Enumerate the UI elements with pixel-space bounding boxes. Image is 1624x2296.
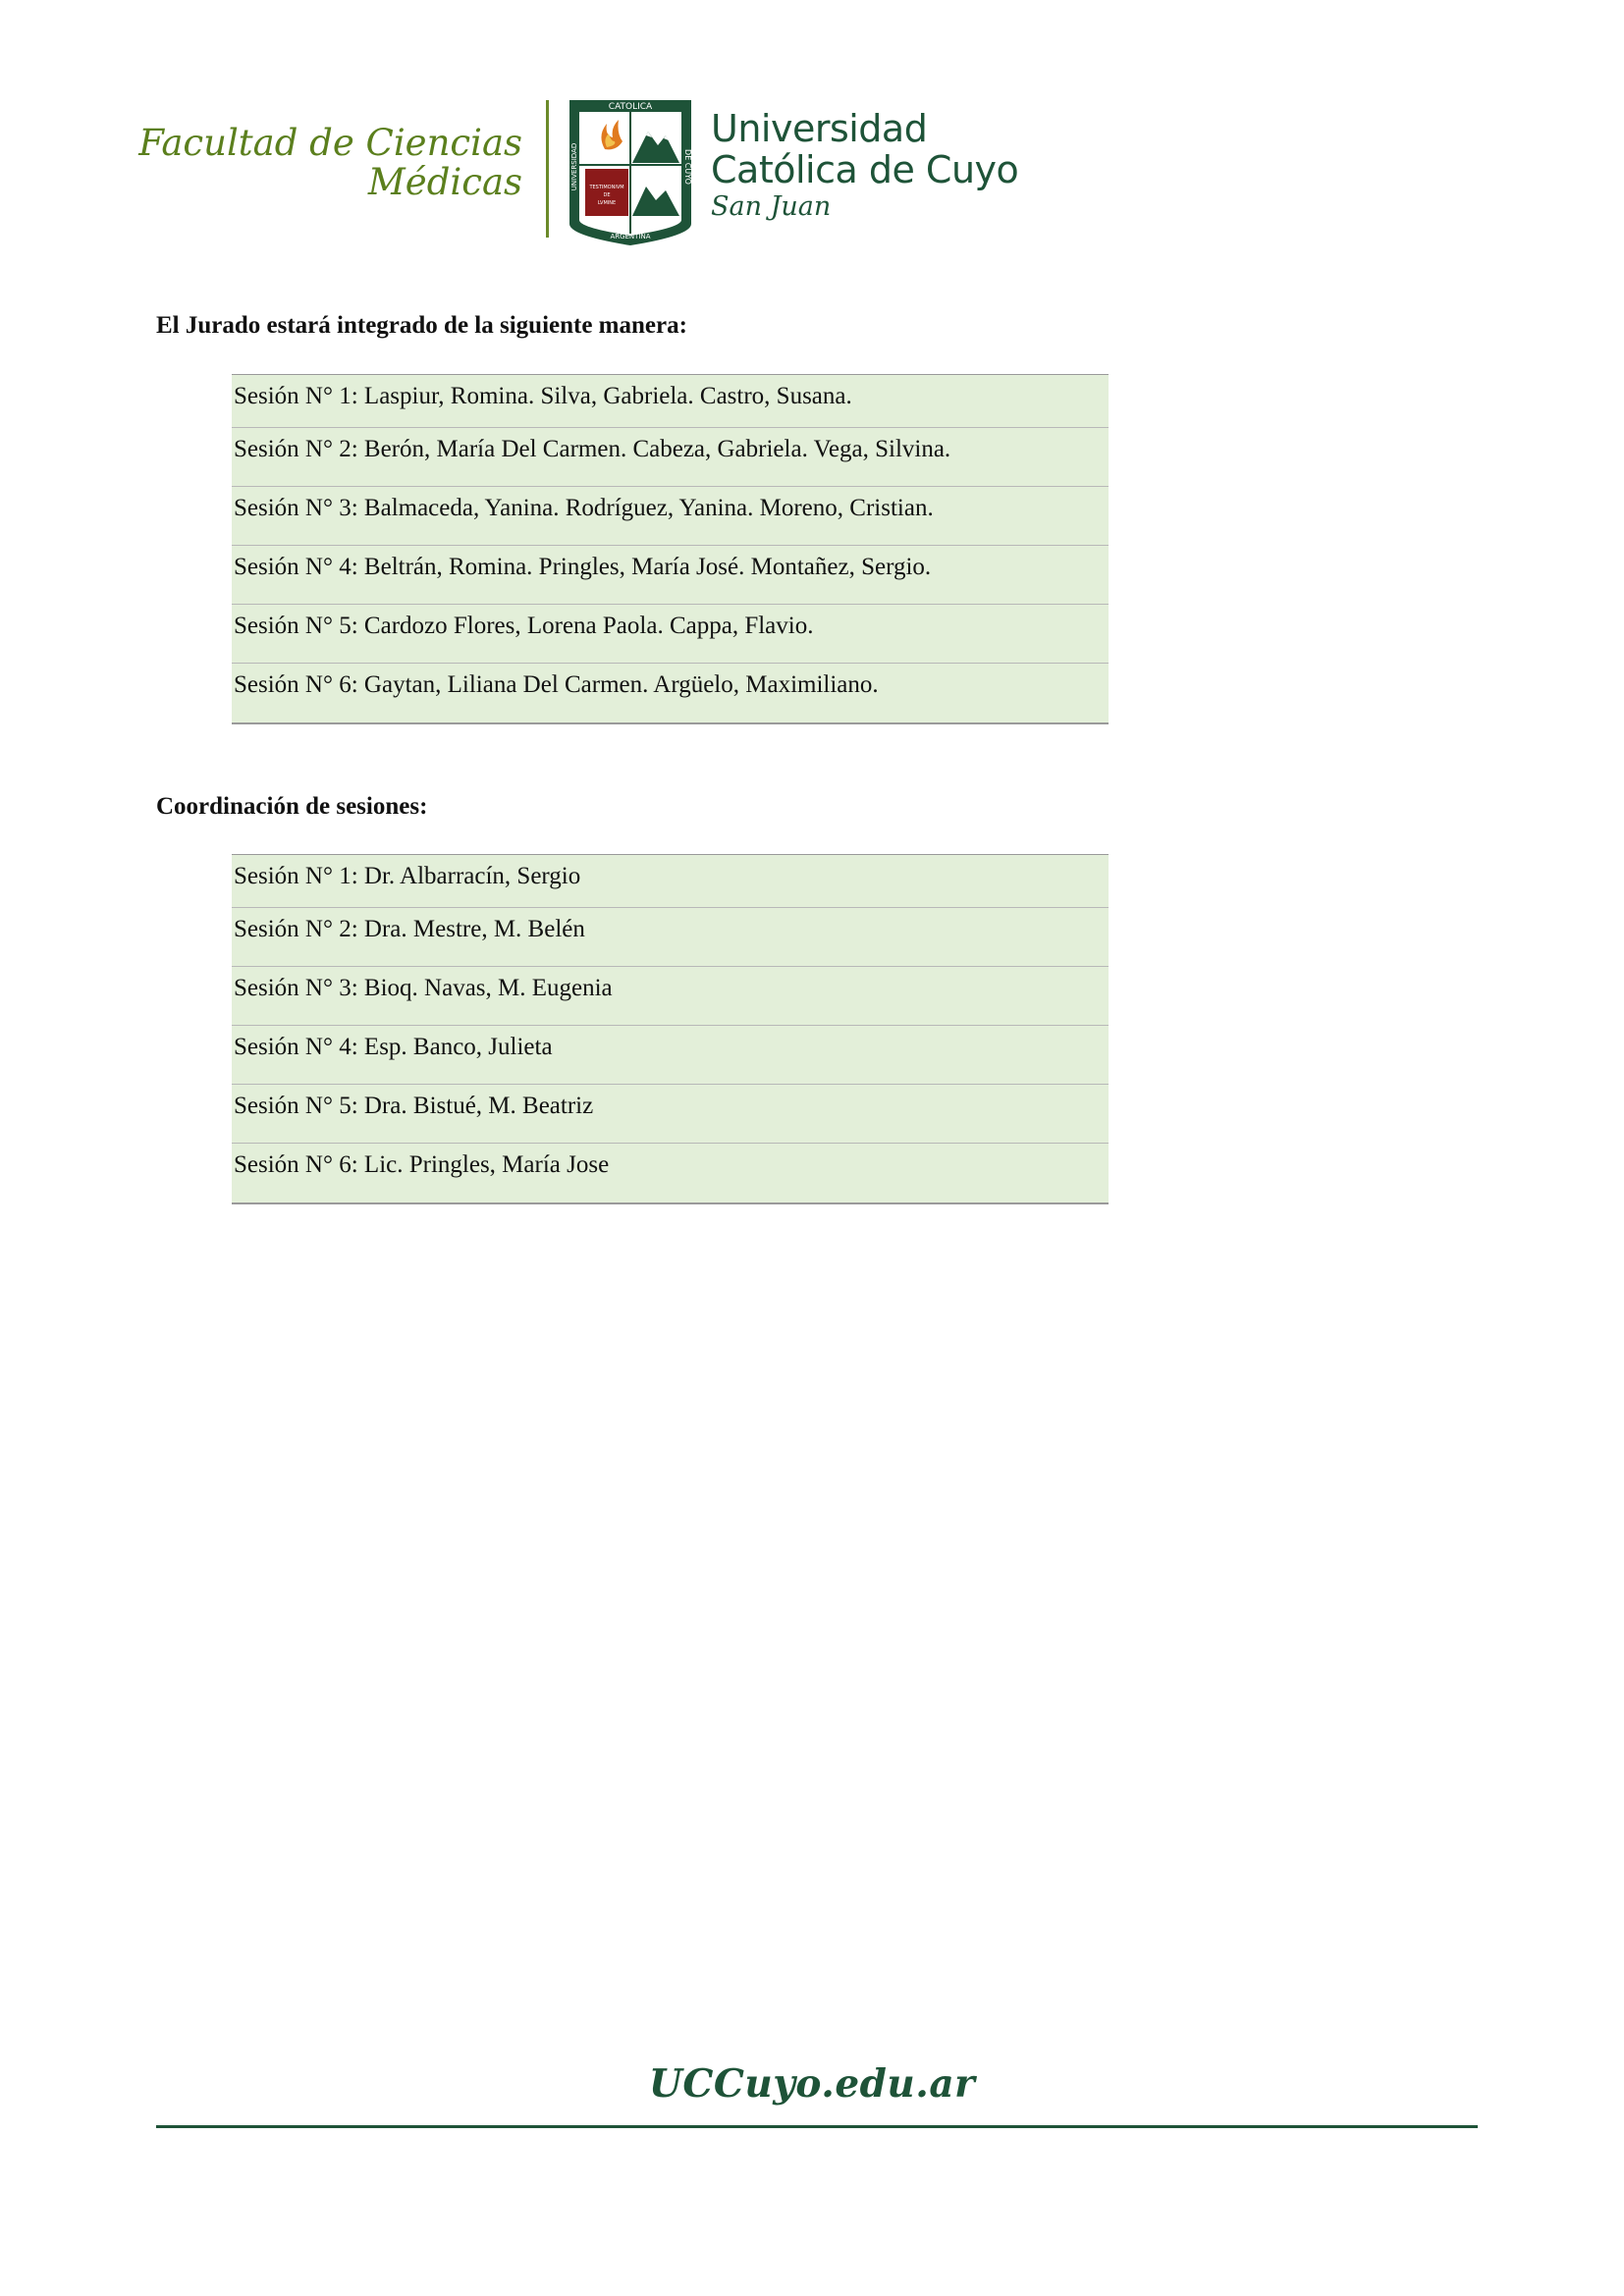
faculty-name-line1: Facultad de Ciencias [138,122,522,164]
crest-motto-line1: TESTIMONIVM [589,185,624,190]
table-row: Sesión N° 4: Esp. Banco, Julieta [232,1026,1109,1085]
crest-motto-line2: DE [603,192,611,198]
university-name-line1: Universidad [711,107,928,150]
table-row: Sesión N° 6: Gaytan, Liliana Del Carmen. Argüelo, Maximiliano. [234,671,879,698]
page-header [0,0,1624,255]
table-row: Sesión N° 2: Berón, María Del Carmen. Cabeza, Gabriela. Vega, Silvina. [232,428,1109,487]
crest-top-text: CATOLICA [608,102,653,112]
faculty-name [138,124,522,202]
table-row: Sesión N° 5: Dra. Bistué, M. Beatriz [232,1085,1109,1144]
table-row: Sesión N° 1: Laspiur, Romina. Silva, Gabriela. Castro, Susana. [232,375,1109,428]
table-row: Sesión N° 2: Dra. Mestre, M. Belén [232,908,1109,967]
footer-website: UCCuyo.edu.ar [648,2061,976,2107]
table-row: Sesión N° 3: Bioq. Navas, M. Eugenia [232,967,1109,1026]
table-row: Sesión N° 6: Lic. Pringles, María Jose [234,1151,610,1178]
coordinacion-table [232,854,1109,1204]
jurado-heading: El Jurado estará integrado de la siguiente manera: [156,312,687,339]
table-row: Sesión N° 5: Cardozo Flores, Lorena Paola. Cappa, Flavio. [232,605,1109,664]
university-crest-logo [568,98,693,247]
crest-motto-line3: LVMINE [597,200,617,206]
coordinacion-heading: Coordinación de sesiones: [156,793,428,820]
table-row: Sesión N° 4: Beltrán, Romina. Pringles, María José. Montañez, Sergio. [232,546,1109,605]
university-location: San Juan [711,191,832,222]
footer-rule [156,2125,1478,2128]
table-row: Sesión N° 3: Balmaceda, Yanina. Rodríguez, Yanina. Moreno, Cristian. [232,487,1109,546]
university-name-line2: Católica de Cuyo [711,148,1019,191]
crest-bottom-text: ARGENTINA [610,233,651,240]
crest-right-text: DE CUYO [683,149,692,185]
crest-left-text: UNIVERSIDAD [570,142,578,191]
table-row: Sesión N° 1: Dr. Albarracín, Sergio [232,855,1109,908]
faculty-name-line2: Médicas [367,161,522,203]
jurado-table [232,374,1109,724]
header-divider [546,100,549,238]
university-name [711,108,1018,222]
